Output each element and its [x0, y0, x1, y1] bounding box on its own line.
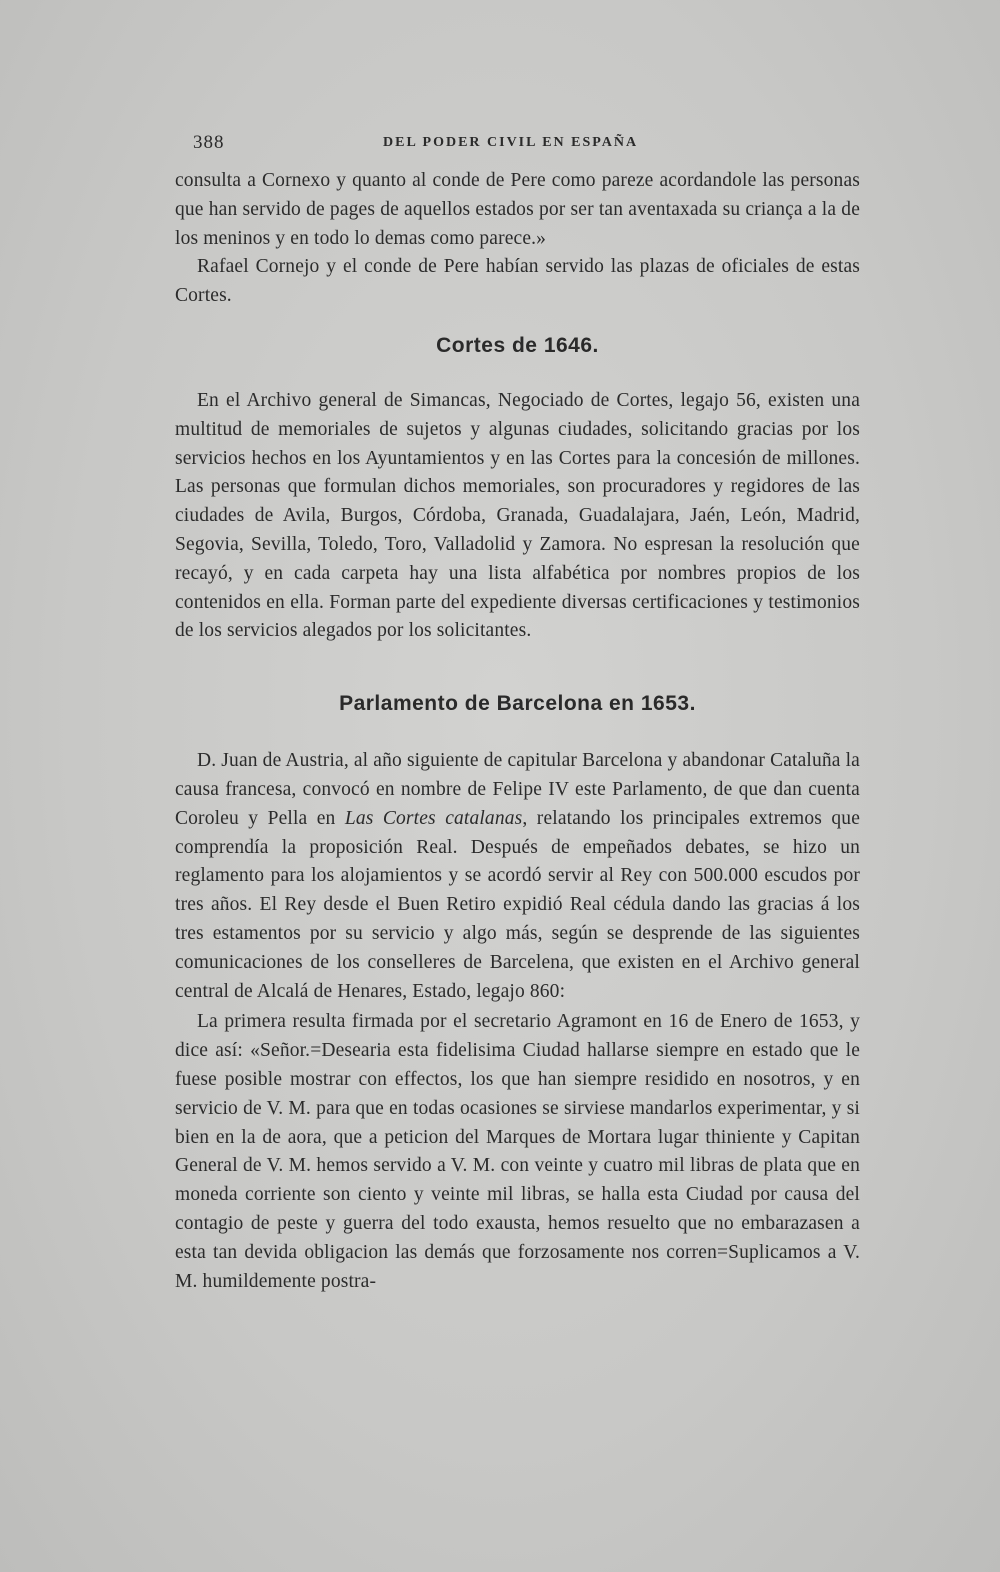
paragraph-officers: Rafael Cornejo y el conde de Pere habían servido las plazas de oficiales de estas Cortes. [175, 256, 860, 307]
running-title: DEL PODER CIVIL EN ESPAÑA [383, 135, 639, 150]
page-header [193, 132, 873, 156]
text-run: , relatando los principales extremos que comprendía la proposición Real. Después de empeñados debates, se hizo un reglamento para los alojamientos y se acordó servir al Rey con 500.000 escudos por tres años. El Rey desde el Buen Retiro expidió Real cédula dando las gracias á los tres estamentos por su servicio y algo más, según se desprende de las siguientes comunicaciones de los conselleres de Barcelena, que existen en el Archivo general central de Alcalá de Henares, Estado, legajo 860: [175, 807, 860, 1002]
paragraph-simancas: En el Archivo general de Simancas, Negociado de Cortes, legajo 56, existen una multitud de memoriales de sujetos y algunas ciudades, solicitando gracias por los servicios hechos en los Ayuntamientos y en las Cortes para la concesión de millones. Las personas que formulan dichos memoriales, son procuradores y regidores de las ciudades de Avila, Burgos, Córdoba, Granada, Guadalajara, Jaén, León, Madrid, Segovia, Sevilla, Toledo, Toro, Valladolid y Zamora. No espresan la resolución que recayó, y en cada carpeta hay una lista alfabética por nombres propios de los contenidos en ella. Forman parte del expediente diversas certificaciones y testimonios de los servicios alegados por los solicitantes. [175, 389, 860, 642]
main-text [175, 167, 860, 1296]
section-heading-cortes-1646: Cortes de 1646. [436, 333, 599, 357]
paragraph-juan-de-austria [175, 747, 860, 1006]
paragraph-agramont-letter: La primera resulta firmada por el secretario Agramont en 16 de Enero de 1653, y dice así: «Señor.=Desearia esta fidelisima Ciudad hallarse siempre en estado que le fuese posible mostrar con effectos, los que han siempre residido en nosotros, y en servicio de V. M. para que en todas ocasiones se sirviese mandarlos experimentar, y si bien en la de aora, que a peticion del Marques de Mortara lugar thiniente y Capitan General de V. M. hemos servido a V. M. con veinte y cuatro mil libras de plata que en moneda corriente son ciento y veinte mil libras, se halla esta Ciudad por causa del contagio de peste y guerra del todo exausta, hemos resuelto que no embarazasen a esta tan devida obligacion las demás que forzosamente nos corren=Suplicamos a V. M. humildemente postra- [175, 1011, 860, 1292]
book-title-italic: Las Cortes catalanas [344, 807, 523, 829]
paragraph-continuation: consulta a Cornexo y quanto al conde de Pere como pareze acordandole las personas que han servido de pages de aquellos estados por ser tan aventaxada su criança a la de los meninos y en todo lo demas como parece.» [175, 170, 860, 249]
text-run: D. Juan de Austria, al año siguiente de capitular Barcelona y abandonar Cataluña la causa francesa, convocó en nombre de Felipe IV este Parlamento, de que dan cuenta Coroleu y Pella en [175, 750, 860, 829]
page-number: 388 [193, 132, 225, 153]
section-heading-parlamento-1653: Parlamento de Barcelona en 1653. [339, 692, 696, 716]
